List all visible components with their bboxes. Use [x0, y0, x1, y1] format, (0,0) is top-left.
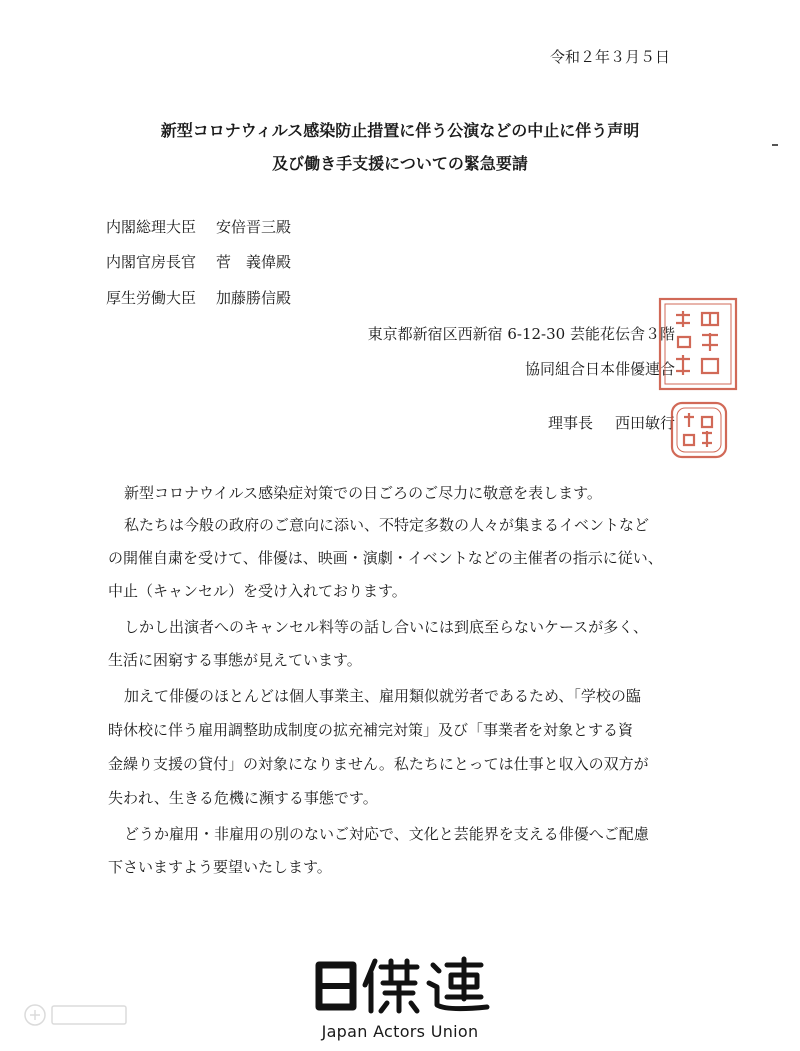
body-line: 中止（キャンセル）を受け入れております。	[108, 582, 407, 600]
document-title-line-1: 新型コロナウィルス感染防止措置に伴う公演などの中止に伴う声明	[160, 121, 640, 140]
addressee	[106, 216, 291, 237]
document-date: 令和２年３月５日	[549, 48, 670, 66]
body-line: の開催自粛を受けて、俳優は、映画・演劇・イベントなどの主催者の指示に従い、	[108, 549, 663, 567]
sender-organization: 協同組合日本俳優連合	[524, 360, 675, 378]
addressee-name: 加藤勝信殿	[216, 289, 292, 307]
body-line: しかし出演者へのキャンセル料等の話し合いには到底至らないケースが多く、	[124, 618, 648, 636]
watermark-logo	[22, 1000, 132, 1030]
addressee-role: 内閣官房長官	[106, 253, 197, 271]
body-line: 新型コロナウイルス感染症対策での日ごろのご尽力に敬意を表します。	[124, 484, 602, 502]
body-line: 失われ、生きる危機に瀕する事態です。	[108, 789, 378, 807]
body-line: 下さいますよう要望いたします。	[108, 858, 332, 876]
body-line: 金繰り支援の貸付」の対象になりません。私たちにとっては仕事と収入の双方が	[108, 755, 649, 773]
addressee-name: 安倍晋三殿	[216, 218, 292, 236]
scan-mark	[772, 144, 778, 146]
body-line: 私たちは今般の政府のご意向に添い、不特定多数の人々が集まるイベントなど	[124, 516, 650, 534]
document-title-line-2: 及び働き手支援についての緊急要請	[272, 154, 528, 173]
addressee	[106, 251, 291, 272]
body-line: 加えて俳優のほとんどは個人事業主、雇用類似就労者であるため、「学校の臨	[124, 687, 641, 705]
representative-name: 西田敏行	[614, 414, 675, 432]
official-seal-stamp	[656, 293, 742, 465]
representative-title: 理事長	[547, 414, 593, 432]
addressee-role: 厚生労働大臣	[106, 289, 197, 307]
body-line: 生活に困窮する事態が見えています。	[108, 651, 362, 669]
addressee-role: 内閣総理大臣	[106, 218, 197, 236]
addressee	[106, 287, 291, 308]
addressee-name: 菅 義偉殿	[216, 253, 292, 271]
body-line: 時休校に伴う雇用調整助成制度の拡充補完対策」及び「事業者を対象とする資	[108, 721, 634, 739]
brand-english-name: Japan Actors Union	[321, 1022, 479, 1041]
body-line: どうか雇用・非雇用の別のないご対応で、文化と芸能界を支える俳優へご配慮	[124, 825, 649, 843]
sender-address: 東京都新宿区西新宿 6-12-30 芸能花伝舎３階	[367, 325, 675, 343]
japan-actors-union-brush-logo	[305, 955, 495, 1015]
